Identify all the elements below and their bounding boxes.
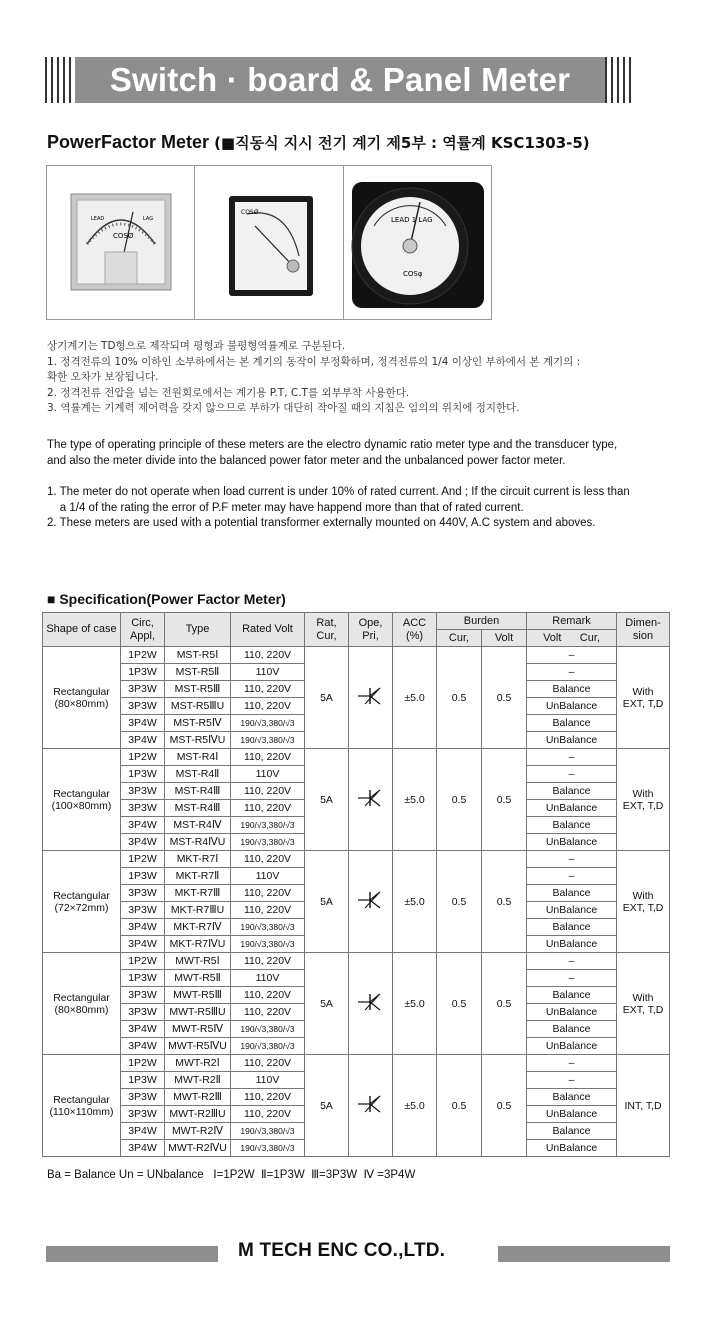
cell-acc: ±5.0: [393, 1055, 437, 1157]
header-circ: Circ, Appl,: [121, 613, 165, 647]
cell-volt: 190/√3,380/√3: [231, 732, 305, 749]
cell-circ: 1P2W: [121, 953, 165, 970]
cell-rat: 5A: [305, 851, 349, 953]
korean-line: 3. 역률계는 기계력 제어력을 갖지 않으므로 부하가 대단히 작아질 때의 지침은 임의의 위치에 정지한다.: [47, 402, 520, 414]
cell-type: MST-R5Ⅳ: [165, 715, 231, 732]
spec-heading: ■ Specification(Power Factor Meter): [47, 591, 286, 607]
english-line: The type of operating principle of these meters are the electro dynamic ratio meter type and the transducer type,: [47, 439, 618, 451]
cell-burden-volt: 0.5: [482, 851, 527, 953]
cell-remark: Balance: [527, 1089, 617, 1106]
cell-type: MST-R4ⅣU: [165, 834, 231, 851]
cell-type: MST-R5ⅢU: [165, 698, 231, 715]
cell-ope: [349, 1055, 393, 1157]
cell-ope: [349, 647, 393, 749]
cell-circ: 3P3W: [121, 1089, 165, 1106]
cell-circ: 1P3W: [121, 1072, 165, 1089]
cell-circ: 1P3W: [121, 664, 165, 681]
cell-remark: –: [527, 868, 617, 885]
cell-rat: 5A: [305, 1055, 349, 1157]
cell-remark: UnBalance: [527, 800, 617, 817]
cell-burden-cur: 0.5: [437, 647, 482, 749]
cell-burden-cur: 0.5: [437, 749, 482, 851]
cell-rat: 5A: [305, 749, 349, 851]
cell-circ: 3P4W: [121, 834, 165, 851]
cell-remark: Balance: [527, 783, 617, 800]
header-remark-sub: [527, 630, 617, 647]
cell-remark: –: [527, 1055, 617, 1072]
cell-remark: –: [527, 851, 617, 868]
cell-volt: 190/√3,380/√3: [231, 919, 305, 936]
cell-circ: 3P4W: [121, 1021, 165, 1038]
cell-circ: 1P2W: [121, 851, 165, 868]
header-burden-volt: Volt: [482, 630, 527, 647]
cell-circ: 1P3W: [121, 766, 165, 783]
cell-circ: 3P4W: [121, 732, 165, 749]
cell-type: MKT-R7Ⅰ: [165, 851, 231, 868]
subtitle-main: PowerFactor Meter: [47, 132, 210, 152]
cell-volt: 110, 220V: [231, 987, 305, 1004]
cell-type: MKT-R7ⅣU: [165, 936, 231, 953]
cell-volt: 110, 220V: [231, 681, 305, 698]
cell-type: MST-R5ⅣU: [165, 732, 231, 749]
cell-remark: UnBalance: [527, 1140, 617, 1157]
product-subtitle: [47, 132, 590, 153]
cell-rat: 5A: [305, 647, 349, 749]
korean-description: [47, 339, 580, 417]
cell-remark: –: [527, 766, 617, 783]
cell-type: MWT-R2Ⅳ: [165, 1123, 231, 1140]
meter-photo-1: [47, 166, 195, 319]
cell-type: MST-R4Ⅲ: [165, 783, 231, 800]
cell-volt: 110, 220V: [231, 698, 305, 715]
cell-volt: 110, 220V: [231, 1055, 305, 1072]
header-volt: Rated Volt: [231, 613, 305, 647]
product-photos: [46, 165, 492, 320]
cell-remark: Balance: [527, 1021, 617, 1038]
ratio-meter-symbol-icon: [356, 787, 386, 809]
note-line: 1. The meter do not operate when load current is under 10% of rated current. And ; If the circuit current is less than: [47, 486, 630, 498]
cell-remark: –: [527, 647, 617, 664]
cell-shape: Rectangular (110×110mm): [43, 1055, 121, 1157]
cell-type: MWT-R5Ⅰ: [165, 953, 231, 970]
cell-volt: 190/√3,380/√3: [231, 1140, 305, 1157]
cell-circ: 3P3W: [121, 800, 165, 817]
photo3-cos: COSφ: [402, 270, 423, 278]
cell-burden-cur: 0.5: [437, 851, 482, 953]
cell-shape: Rectangular (80×80mm): [43, 953, 121, 1055]
cell-volt: 110V: [231, 664, 305, 681]
photo1-cos: COSØ: [113, 232, 134, 240]
cell-volt: 110, 220V: [231, 1106, 305, 1123]
header-remark-volt: Volt: [543, 631, 562, 644]
cell-circ: 3P4W: [121, 817, 165, 834]
cell-circ: 1P3W: [121, 868, 165, 885]
header-acc: ACC (%): [393, 613, 437, 647]
banner-stripes-right: [605, 57, 635, 103]
cell-remark: –: [527, 970, 617, 987]
cell-volt: 190/√3,380/√3: [231, 1021, 305, 1038]
header-burden: Burden: [437, 613, 527, 630]
cell-volt: 110, 220V: [231, 1089, 305, 1106]
cell-remark: UnBalance: [527, 1038, 617, 1055]
photo3-leadlag: LEAD 1 LAG: [390, 216, 433, 224]
cell-type: MST-R4Ⅰ: [165, 749, 231, 766]
header-dim: Dimen- sion: [617, 613, 670, 647]
cell-circ: 3P3W: [121, 698, 165, 715]
cell-type: MWT-R5ⅢU: [165, 1004, 231, 1021]
meter-photo-2: [195, 166, 343, 319]
english-line: and also the meter divide into the balanced power fator meter and the unbalanced power factor meter.: [47, 454, 566, 467]
cell-type: MKT-R7Ⅱ: [165, 868, 231, 885]
cell-circ: 1P2W: [121, 749, 165, 766]
cell-ope: [349, 953, 393, 1055]
meter-photo-3: [344, 166, 491, 319]
cell-burden-volt: 0.5: [482, 749, 527, 851]
photo1-lead: LEAD: [91, 216, 105, 222]
cell-remark: Balance: [527, 919, 617, 936]
banner-stripes-left: [45, 57, 75, 103]
cell-type: MKT-R7ⅢU: [165, 902, 231, 919]
cell-remark: Balance: [527, 885, 617, 902]
cell-circ: 3P4W: [121, 715, 165, 732]
header-ope: Ope, Pri,: [349, 613, 393, 647]
cell-remark: –: [527, 953, 617, 970]
header-rat: Rat, Cur,: [305, 613, 349, 647]
cell-remark: –: [527, 749, 617, 766]
header-remark: Remark: [527, 613, 617, 630]
cell-type: MST-R4Ⅳ: [165, 817, 231, 834]
cell-circ: 3P3W: [121, 902, 165, 919]
cell-circ: 1P2W: [121, 647, 165, 664]
cell-shape: Rectangular (100×80mm): [43, 749, 121, 851]
company-name: M TECH ENC CO.,LTD.: [238, 1240, 446, 1261]
cell-burden-volt: 0.5: [482, 1055, 527, 1157]
cell-circ: 3P3W: [121, 1004, 165, 1021]
cell-type: MWT-R2Ⅱ: [165, 1072, 231, 1089]
cell-volt: 110, 220V: [231, 902, 305, 919]
cell-remark: Balance: [527, 1123, 617, 1140]
cell-type: MWT-R5Ⅱ: [165, 970, 231, 987]
cell-type: MST-R5Ⅲ: [165, 681, 231, 698]
cell-volt: 110V: [231, 868, 305, 885]
cell-burden-cur: 0.5: [437, 953, 482, 1055]
cell-type: MWT-R2ⅢU: [165, 1106, 231, 1123]
ratio-meter-symbol-icon: [356, 889, 386, 911]
cell-type: MWT-R2Ⅲ: [165, 1089, 231, 1106]
cell-volt: 110V: [231, 970, 305, 987]
table-row: [43, 749, 670, 766]
photo1-lag: LAG: [143, 216, 154, 222]
cell-type: MST-R4Ⅲ: [165, 800, 231, 817]
header-burden-cur: Cur,: [437, 630, 482, 647]
cell-type: MWT-R5ⅣU: [165, 1038, 231, 1055]
cell-circ: 3P3W: [121, 681, 165, 698]
footer-bar-right: [498, 1246, 670, 1262]
header-shape: Shape of case: [43, 613, 121, 647]
cell-circ: 1P2W: [121, 1055, 165, 1072]
cell-type: MWT-R2Ⅰ: [165, 1055, 231, 1072]
cell-volt: 190/√3,380/√3: [231, 715, 305, 732]
subtitle-korean: (■직동식 지시 전기 계기 제5부 : 역률계 KSC1303-5): [214, 134, 590, 152]
cell-circ: 3P3W: [121, 885, 165, 902]
cell-acc: ±5.0: [393, 647, 437, 749]
cell-volt: 190/√3,380/√3: [231, 817, 305, 834]
cell-dim: With EXT, T,D: [617, 953, 670, 1055]
cell-type: MKT-R7Ⅳ: [165, 919, 231, 936]
cell-circ: 3P4W: [121, 936, 165, 953]
cell-volt: 190/√3,380/√3: [231, 936, 305, 953]
cell-circ: 3P3W: [121, 1106, 165, 1123]
cell-volt: 110, 220V: [231, 749, 305, 766]
cell-remark: UnBalance: [527, 936, 617, 953]
cell-remark: UnBalance: [527, 732, 617, 749]
cell-volt: 110, 220V: [231, 647, 305, 664]
cell-remark: Balance: [527, 715, 617, 732]
note-line: 2. These meters are used with a potential transformer externally mounted on 440V, A.C system and aboves.: [47, 517, 596, 529]
cell-type: MST-R5Ⅱ: [165, 664, 231, 681]
cell-ope: [349, 749, 393, 851]
cell-type: MWT-R5Ⅳ: [165, 1021, 231, 1038]
cell-acc: ±5.0: [393, 851, 437, 953]
english-description: [47, 438, 617, 469]
cell-shape: Rectangular (80×80mm): [43, 647, 121, 749]
banner-title: Switch · board & Panel Meter: [109, 61, 571, 98]
cell-volt: 190/√3,380/√3: [231, 1038, 305, 1055]
cell-circ: 3P4W: [121, 1140, 165, 1157]
cell-ope: [349, 851, 393, 953]
cell-rat: 5A: [305, 953, 349, 1055]
cell-volt: 110V: [231, 766, 305, 783]
cell-type: MKT-R7Ⅲ: [165, 885, 231, 902]
cell-circ: 3P3W: [121, 783, 165, 800]
spec-table-body: [43, 647, 670, 1157]
cell-dim: INT, T,D: [617, 1055, 670, 1157]
cell-type: MST-R5Ⅰ: [165, 647, 231, 664]
spec-table: [42, 612, 670, 1157]
korean-line: 2. 정격전류 전압을 넘는 전원회로에서는 계기용 P.T, C.T를 외부부착 사용한다.: [47, 386, 410, 399]
note-line: a 1/4 of the rating the error of P.F meter may have happend more than that of rated current.: [47, 501, 524, 514]
cell-type: MST-R4Ⅱ: [165, 766, 231, 783]
cell-burden-volt: 0.5: [482, 953, 527, 1055]
table-row: [43, 953, 670, 970]
legend: Ba = Balance Un = UNbalance Ⅰ=1P2W Ⅱ=1P3W Ⅲ=3P3W Ⅳ =3P4W: [47, 1169, 416, 1181]
cell-remark: –: [527, 664, 617, 681]
cell-volt: 110V: [231, 1072, 305, 1089]
header-remark-cur: Cur,: [579, 631, 600, 644]
cell-volt: 110, 220V: [231, 800, 305, 817]
cell-remark: –: [527, 1072, 617, 1089]
cell-dim: With EXT, T,D: [617, 851, 670, 953]
cell-burden-cur: 0.5: [437, 1055, 482, 1157]
table-row: [43, 1055, 670, 1072]
cell-volt: 110, 220V: [231, 783, 305, 800]
cell-remark: Balance: [527, 681, 617, 698]
ratio-meter-symbol-icon: [356, 1093, 386, 1115]
header-type: Type: [165, 613, 231, 647]
cell-remark: UnBalance: [527, 1106, 617, 1123]
cell-volt: 110, 220V: [231, 851, 305, 868]
cell-remark: UnBalance: [527, 902, 617, 919]
photo2-cos: COSØ: [241, 209, 259, 216]
footer-bar-left: [46, 1246, 218, 1262]
ratio-meter-symbol-icon: [356, 991, 386, 1013]
cell-circ: 3P4W: [121, 919, 165, 936]
notes: [47, 485, 630, 532]
cell-remark: Balance: [527, 817, 617, 834]
cell-volt: 110, 220V: [231, 1004, 305, 1021]
cell-type: MWT-R2ⅣU: [165, 1140, 231, 1157]
cell-volt: 110, 220V: [231, 953, 305, 970]
cell-remark: Balance: [527, 987, 617, 1004]
table-row: [43, 851, 670, 868]
cell-volt: 190/√3,380/√3: [231, 1123, 305, 1140]
cell-remark: UnBalance: [527, 698, 617, 715]
cell-acc: ±5.0: [393, 749, 437, 851]
cell-dim: With EXT, T,D: [617, 647, 670, 749]
cell-circ: 1P3W: [121, 970, 165, 987]
cell-circ: 3P4W: [121, 1038, 165, 1055]
korean-line: 확한 오차가 보장됩니다.: [47, 371, 159, 383]
cell-type: MWT-R5Ⅲ: [165, 987, 231, 1004]
cell-volt: 110, 220V: [231, 885, 305, 902]
korean-line: 상기계기는 TD형으로 제작되며 평형과 불평형역률계로 구분된다.: [47, 340, 346, 352]
cell-shape: Rectangular (72×72mm): [43, 851, 121, 953]
table-row: [43, 647, 670, 664]
korean-line: 1. 정격전류의 10% 이하인 소부하에서는 본 계기의 동작이 부정확하며, 정격전류의 1/4 이상인 부하에서 본 계기의 :: [47, 355, 581, 368]
title-banner: [45, 57, 635, 103]
cell-acc: ±5.0: [393, 953, 437, 1055]
ratio-meter-symbol-icon: [356, 685, 386, 707]
cell-remark: UnBalance: [527, 834, 617, 851]
cell-remark: UnBalance: [527, 1004, 617, 1021]
cell-circ: 3P4W: [121, 1123, 165, 1140]
cell-volt: 190/√3,380/√3: [231, 834, 305, 851]
cell-dim: With EXT, T,D: [617, 749, 670, 851]
cell-circ: 3P3W: [121, 987, 165, 1004]
cell-burden-volt: 0.5: [482, 647, 527, 749]
